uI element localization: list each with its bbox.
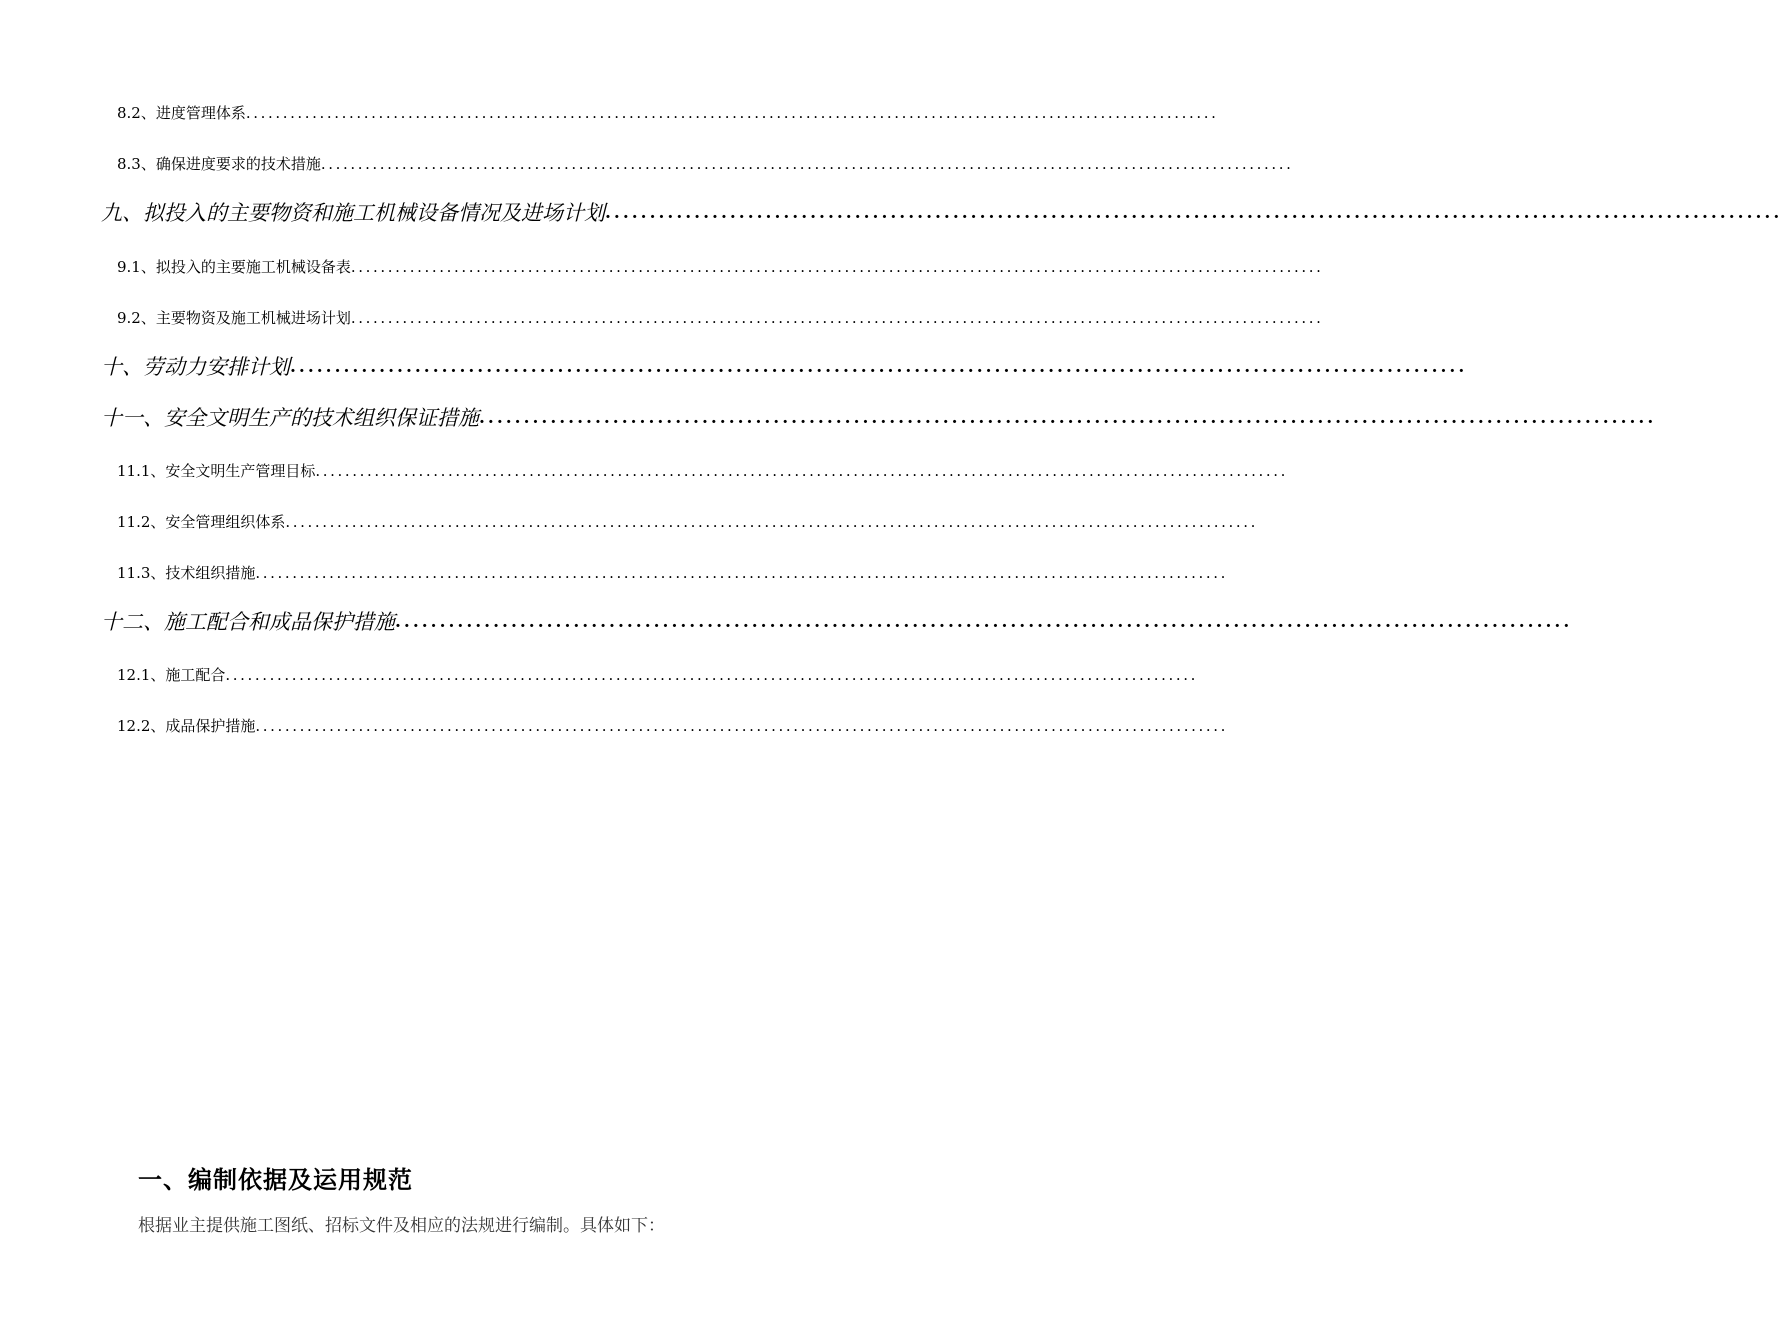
- toc-leader-dots: ....................................................................................................................................: [350, 258, 1324, 276]
- toc-entry-label: 8.2、进度管理体系: [117, 104, 246, 122]
- toc-entry[interactable]: [117, 102, 1219, 124]
- toc-leader-dots: ....................................................................................................................................: [255, 564, 1228, 582]
- toc-entry-label: 8.3、确保进度要求的技术措施: [117, 155, 321, 173]
- toc-leader-dots: ....................................................................................................................................: [479, 408, 1657, 428]
- toc-entry-label: 12.2、成品保护措施: [117, 717, 256, 735]
- toc-leader-dots: ....................................................................................................................................: [315, 462, 1288, 480]
- toc-entry[interactable]: [101, 352, 1468, 382]
- toc-entry[interactable]: [117, 460, 1288, 482]
- toc-entry[interactable]: [117, 715, 1228, 737]
- toc-entry[interactable]: [101, 198, 1782, 228]
- toc-entry[interactable]: [117, 307, 1324, 329]
- toc-leader-dots: ....................................................................................................................................: [290, 357, 1468, 377]
- toc-entry[interactable]: [117, 562, 1228, 584]
- toc-leader-dots: ....................................................................................................................................: [285, 513, 1258, 531]
- toc-entry-label: 十一、安全文明生产的技术组织保证措施: [101, 406, 479, 430]
- toc-leader-dots: ....................................................................................................................................: [320, 155, 1294, 173]
- toc-entry-label: 十、劳动力安排计划: [101, 355, 290, 379]
- section-heading: 一、编制依据及运用规范: [138, 1166, 413, 1194]
- toc-leader-dots: ....................................................................................................................................: [255, 717, 1228, 735]
- toc-leader-dots: ....................................................................................................................................: [245, 104, 1219, 122]
- toc-entry[interactable]: [117, 153, 1294, 175]
- toc-entry-label: 12.1、施工配合: [117, 666, 226, 684]
- toc-leader-dots: ....................................................................................................................................: [225, 666, 1198, 684]
- toc-entry-label: 十二、施工配合和成品保护措施: [101, 610, 395, 634]
- toc-entry-label: 9.1、拟投入的主要施工机械设备表: [117, 258, 351, 276]
- toc-entry-label: 九、拟投入的主要物资和施工机械设备情况及进场计划: [101, 201, 605, 225]
- toc-leader-dots: ....................................................................................................................................: [605, 203, 1782, 223]
- toc-entry-label: 9.2、主要物资及施工机械进场计划: [117, 309, 351, 327]
- toc-entry[interactable]: [117, 511, 1258, 533]
- toc-leader-dots: ....................................................................................................................................: [350, 309, 1324, 327]
- toc-entry[interactable]: [117, 664, 1198, 686]
- toc-entry-label: 11.1、安全文明生产管理目标: [117, 462, 316, 480]
- toc-entry[interactable]: [117, 256, 1324, 278]
- toc-entry[interactable]: [101, 607, 1573, 637]
- toc-entry[interactable]: [101, 403, 1657, 433]
- toc-entry-label: 11.3、技术组织措施: [117, 564, 256, 582]
- body-paragraph: 根据业主提供施工图纸、招标文件及相应的法规进行编制。具体如下：: [138, 1216, 665, 1236]
- toc-leader-dots: ....................................................................................................................................: [395, 612, 1573, 632]
- toc-entry-label: 11.2、安全管理组织体系: [117, 513, 286, 531]
